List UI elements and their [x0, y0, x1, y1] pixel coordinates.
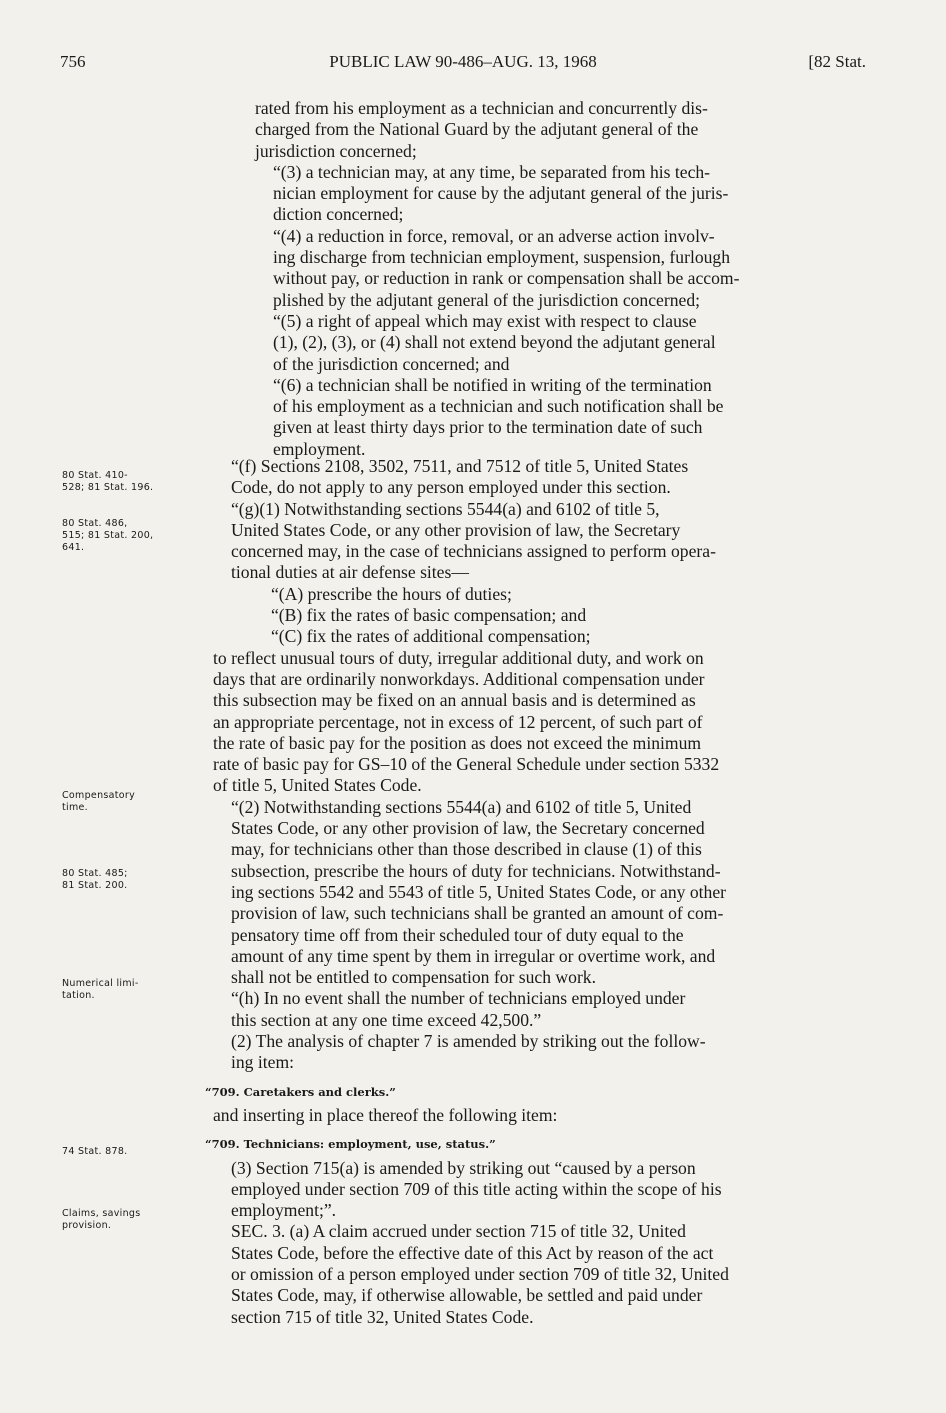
- page-header: [60, 52, 866, 76]
- volume-reference: [82 Stat.: [808, 52, 866, 71]
- item-b: “(B) fix the rates of basic compensation; and: [271, 605, 587, 626]
- subsection-h: “(h) In no event shall the number of technicians employed under this section at any one time exceed 42,500.”: [231, 988, 686, 1030]
- clause-4: “(4) a reduction in force, removal, or an adverse action involv- ing discharge from technician employment, suspension, furlough without pay, or reduction in rank or compensation shall be accom- plished by the adjutant general of the jurisdiction concerned;: [273, 225, 740, 310]
- item-c: “(C) fix the rates of additional compensation;: [271, 626, 591, 647]
- subsection-g1: “(g)(1) Notwithstanding sections 5544(a) and 6102 of title 5, United States Code, or any other provision of law, the Secretary concerned may, in the case of technicians assigned to perform opera- tional duties at air defense sites—: [231, 498, 716, 583]
- clause-5: “(5) a right of appeal which may exist with respect to clause (1), (2), (3), or (4) shall not extend beyond the adjutant general of the jurisdiction concerned; and: [273, 310, 716, 374]
- page-title: PUBLIC LAW 90-486–AUG. 13, 1968: [329, 52, 597, 71]
- main-text: [205, 456, 865, 1328]
- paragraph: rated from his employment as a technician and concurrently dis- charged from the National Guard by the adjutant general of the jurisdiction concerned;: [255, 98, 708, 161]
- paragraph: (3) Section 715(a) is amended by striking out “caused by a person employed under section 709 of this title acting within the scope of his employment;”.: [231, 1157, 722, 1221]
- section-3: SEC. 3. (a) A claim accrued under section 715 of title 32, United States Code, before the effective date of this Act by reason of the act or omission of a person employed under section 709 of title 32, United States Code, may, if otherwise allowable, be settled and paid under section 715 of title 32, United States Code.: [231, 1221, 729, 1327]
- clause-6: “(6) a technician shall be notified in writing of the termination of his employment as a technician and such notification shall be given at least thirty days prior to the termination date of such employment.: [273, 374, 724, 459]
- item-a: “(A) prescribe the hours of duties;: [271, 583, 512, 604]
- page-number: 756: [60, 52, 86, 71]
- paragraph: to reflect unusual tours of duty, irregular additional duty, and work on days that are ordinarily nonworkdays. Additional compensation under this subsection may be fixed on an annual basis and is determined as an appropriate percentage, not in excess of 12 percent, of such part of the rate of basic pay for the position as does not exceed the minimum rate of basic pay for GS–10 of the General Schedule under section 5332 of title 5, United States Code.: [213, 647, 720, 796]
- subsection-f: “(f) Sections 2108, 3502, 7511, and 7512 of title 5, United States Code, do not apply to any person employed under this section.: [231, 456, 689, 498]
- margin-note: 80 Stat. 410- 528; 81 Stat. 196.: [62, 470, 154, 493]
- inserted-item: “709. Technicians: employment, use, status.”: [205, 1137, 496, 1152]
- clause-3: “(3) a technician may, at any time, be separated from his tech- nician employment for cause by the adjutant general of the juris- diction concerned;: [273, 161, 729, 225]
- margin-note: 80 Stat. 486, 515; 81 Stat. 200, 641.: [62, 518, 154, 553]
- paragraph: (2) The analysis of chapter 7 is amended by striking out the follow- ing item:: [231, 1031, 706, 1073]
- subsection-g2: “(2) Notwithstanding sections 5544(a) and 6102 of title 5, United States Code, or any other provision of law, the Secretary concerned may, for technicians other than those described in clause (1) of this subsection, prescribe the hours of duty for technicians. Notwithstand- ing sections 5542 and 5543 of title 5, United States Code, or any other provision of law, such technicians shall be granted an amount of com- pensatory time off from their scheduled tour of duty equal to the amount of any time spent by them in irregular or overtime work, and shall not be entitled to compensation for such work.: [231, 796, 726, 988]
- margin-note: 80 Stat. 485; 81 Stat. 200.: [62, 868, 128, 891]
- clause-block: [255, 98, 865, 460]
- margin-note: Numerical limi- tation.: [62, 978, 139, 1001]
- margin-note: Compensatory time.: [62, 790, 136, 813]
- struck-item: “709. Caretakers and clerks.”: [205, 1084, 396, 1099]
- margin-note: 74 Stat. 878.: [62, 1146, 128, 1157]
- margin-note: Claims, savings provision.: [62, 1208, 141, 1231]
- paragraph: and inserting in place thereof the following item:: [213, 1104, 558, 1125]
